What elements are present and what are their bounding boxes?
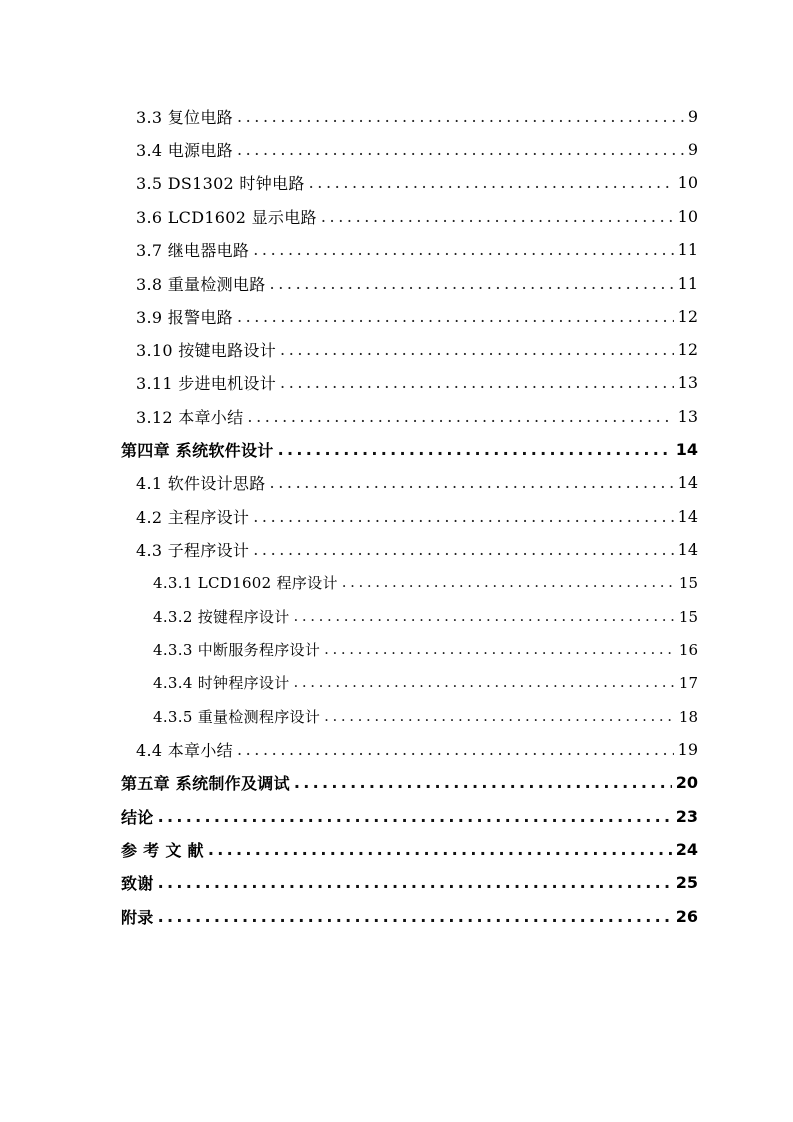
- dot-leader: [253, 242, 673, 258]
- toc-entry[interactable]: [136, 533, 698, 566]
- toc-entry-page: 9: [687, 107, 698, 126]
- dot-leader: [324, 642, 675, 657]
- toc-entry[interactable]: [136, 466, 698, 499]
- toc-entry-title: 参 考 文 献: [121, 841, 204, 860]
- toc-entry-title: 3.10 按键电路设计: [136, 341, 277, 360]
- toc-chapter-entry[interactable]: [121, 766, 698, 799]
- dot-leader: [280, 342, 674, 358]
- toc-entry-page: 15: [678, 573, 698, 592]
- toc-entry-page: 14: [677, 507, 698, 526]
- dot-leader: [324, 709, 675, 724]
- dot-leader: [237, 742, 674, 758]
- toc-chapter-entry[interactable]: [121, 900, 698, 933]
- dot-leader: [278, 442, 672, 458]
- dot-leader: [309, 175, 674, 191]
- toc-subentry[interactable]: [153, 666, 698, 699]
- toc-entry[interactable]: [136, 300, 698, 333]
- toc-entry-title: 3.9 报警电路: [136, 308, 233, 327]
- dot-leader: [208, 842, 672, 858]
- dot-leader: [237, 309, 674, 325]
- toc-entry-title: 4.4 本章小结: [136, 741, 233, 760]
- toc-subentry[interactable]: [153, 633, 698, 666]
- toc-entry-title: 3.3 复位电路: [136, 108, 233, 127]
- dot-leader: [342, 575, 675, 590]
- dot-leader: [294, 609, 675, 624]
- toc-entry-title: 第五章 系统制作及调试: [121, 774, 290, 793]
- toc-entry-title: 4.3.1 LCD1602 程序设计: [153, 574, 338, 592]
- toc-entry-title: 4.3.4 时钟程序设计: [153, 674, 290, 692]
- toc-entry-title: 4.3 子程序设计: [136, 541, 250, 560]
- toc-entry-title: 4.3.2 按键程序设计: [153, 608, 290, 626]
- dot-leader: [321, 209, 674, 225]
- toc-chapter-entry[interactable]: [121, 866, 698, 899]
- dot-leader: [158, 909, 672, 925]
- toc-entry-page: 10: [677, 173, 698, 192]
- toc-entry-page: 25: [675, 873, 698, 892]
- toc-entry-title: 4.1 软件设计思路: [136, 474, 266, 493]
- dot-leader: [237, 142, 684, 158]
- toc-entry-title: 3.4 电源电路: [136, 141, 233, 160]
- toc-chapter-entry[interactable]: [121, 833, 698, 866]
- toc-entry[interactable]: [136, 133, 698, 166]
- toc-entry-page: 20: [675, 773, 698, 792]
- toc-chapter-entry[interactable]: [121, 433, 698, 466]
- dot-leader: [247, 409, 673, 425]
- dot-leader: [158, 809, 672, 825]
- toc-entry[interactable]: [136, 200, 698, 233]
- dot-leader: [294, 775, 672, 791]
- toc-entry[interactable]: [136, 100, 698, 133]
- dot-leader: [270, 276, 674, 292]
- toc-entry[interactable]: [136, 166, 698, 199]
- toc-entry-page: 18: [678, 707, 698, 726]
- toc-entry[interactable]: [136, 400, 698, 433]
- toc-entry-page: 9: [687, 140, 698, 159]
- toc-entry-page: 12: [677, 307, 698, 326]
- toc-entry-title: 3.5 DS1302 时钟电路: [136, 174, 305, 193]
- toc-entry-title: 4.3.3 中断服务程序设计: [153, 641, 321, 659]
- dot-leader: [253, 509, 673, 525]
- toc-subentry[interactable]: [153, 600, 698, 633]
- toc-entry-page: 14: [677, 540, 698, 559]
- toc-entry-title: 附录: [121, 908, 154, 927]
- dot-leader: [237, 109, 684, 125]
- toc-entry-page: 14: [677, 473, 698, 492]
- toc-entry[interactable]: [136, 267, 698, 300]
- toc-entry[interactable]: [136, 500, 698, 533]
- toc-entry[interactable]: [136, 366, 698, 399]
- toc-entry-page: 24: [675, 840, 698, 859]
- toc-entry-page: 11: [677, 240, 698, 259]
- toc-entry-page: 10: [677, 207, 698, 226]
- dot-leader: [270, 475, 674, 491]
- toc-entry-title: 结论: [121, 808, 154, 827]
- toc-entry-title: 4.2 主程序设计: [136, 508, 250, 527]
- toc-subentry[interactable]: [153, 566, 698, 599]
- toc-entry-title: 第四章 系统软件设计: [121, 441, 274, 460]
- toc-entry-page: 13: [677, 407, 698, 426]
- dot-leader: [158, 875, 672, 891]
- toc-entry[interactable]: [136, 233, 698, 266]
- toc-entry-title: 3.11 步进电机设计: [136, 374, 277, 393]
- toc-entry-page: 12: [677, 340, 698, 359]
- toc-entry-page: 26: [675, 907, 698, 926]
- toc-entry-title: 3.7 继电器电路: [136, 241, 250, 260]
- toc-entry-page: 23: [675, 807, 698, 826]
- toc-entry-page: 14: [675, 440, 698, 459]
- toc-entry-page: 19: [677, 740, 698, 759]
- toc-entry[interactable]: [136, 733, 698, 766]
- toc-entry-title: 致谢: [121, 874, 154, 893]
- toc-entry-title: 3.6 LCD1602 显示电路: [136, 208, 317, 227]
- dot-leader: [294, 675, 675, 690]
- toc-entry-page: 17: [678, 673, 698, 692]
- toc-subentry[interactable]: [153, 700, 698, 733]
- toc-chapter-entry[interactable]: [121, 800, 698, 833]
- dot-leader: [253, 542, 673, 558]
- toc-entry-title: 4.3.5 重量检测程序设计: [153, 708, 321, 726]
- toc-entry-page: 15: [678, 607, 698, 626]
- dot-leader: [280, 375, 674, 391]
- toc-entry-page: 13: [677, 373, 698, 392]
- toc-entry-page: 16: [678, 640, 698, 659]
- toc-entry-page: 11: [677, 274, 698, 293]
- toc-entry[interactable]: [136, 333, 698, 366]
- toc-entry-title: 3.8 重量检测电路: [136, 275, 266, 294]
- toc-entry-title: 3.12 本章小结: [136, 408, 244, 427]
